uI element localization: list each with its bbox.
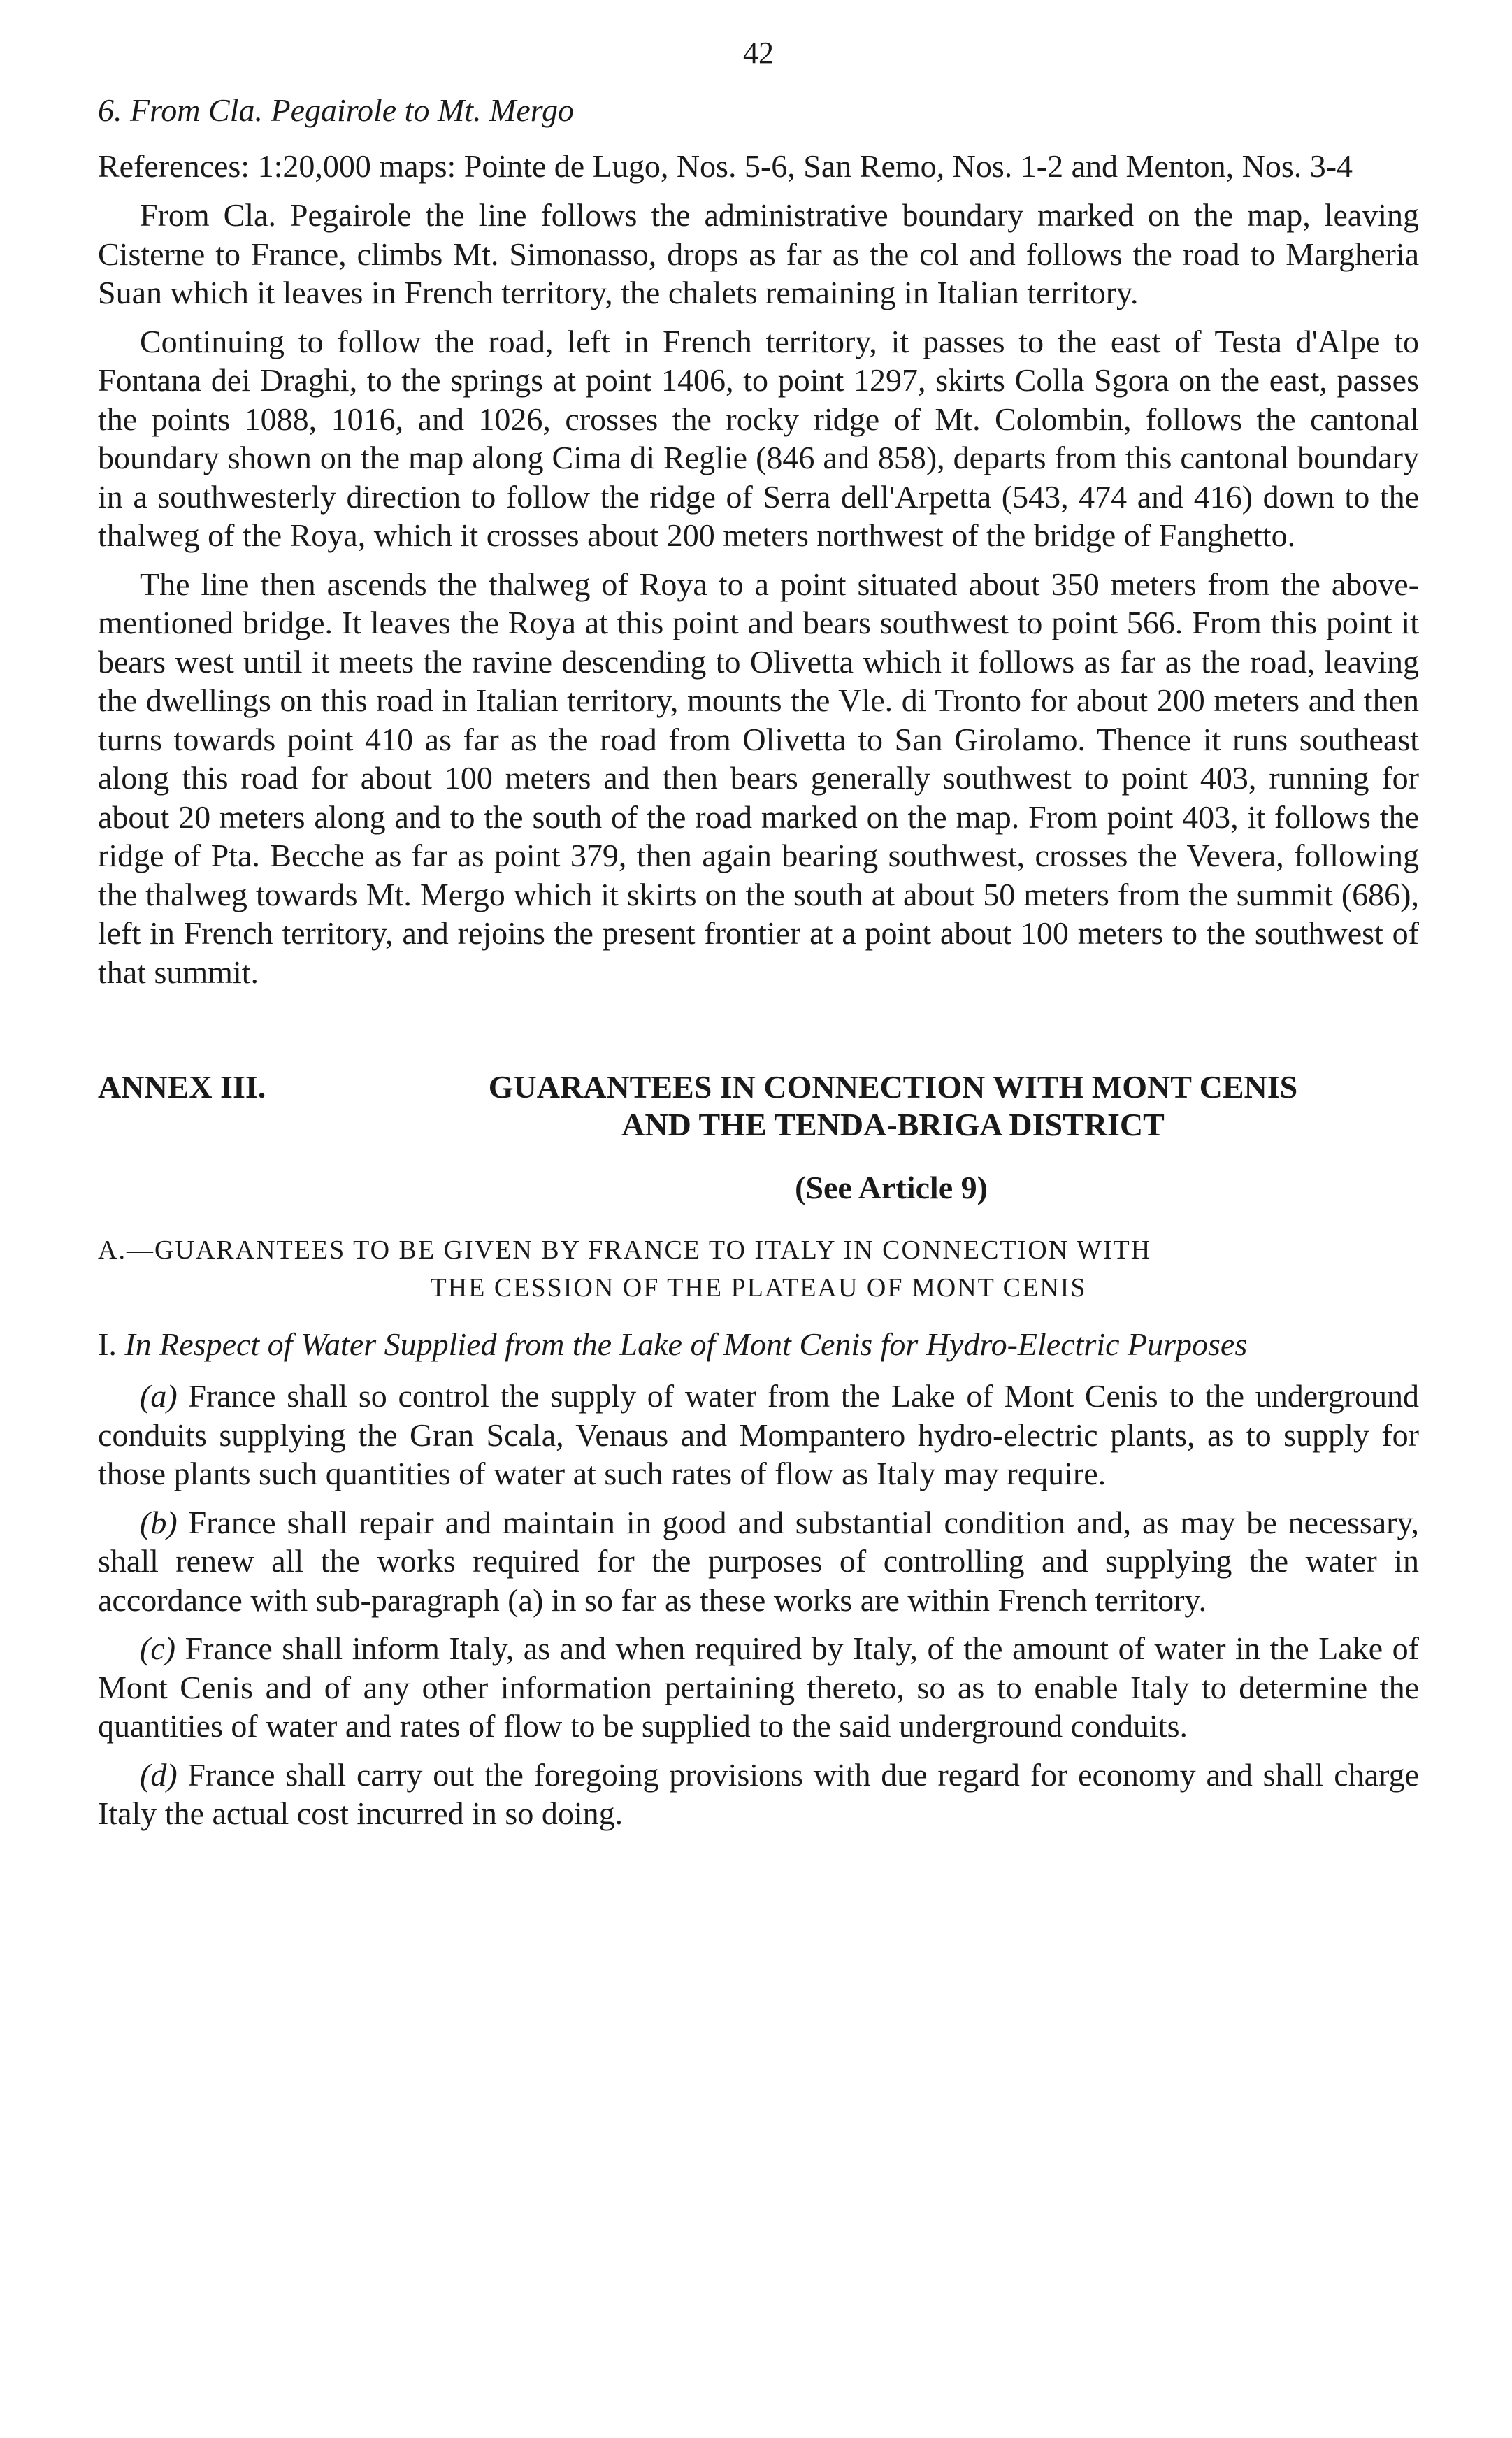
page-number: 42 xyxy=(743,36,774,70)
lettered-paragraph xyxy=(98,1756,1419,1833)
item-letter: (b) xyxy=(140,1504,178,1540)
subsection-heading xyxy=(98,1231,1419,1307)
section-heading: 6. From Cla. Pegairole to Mt. Mergo xyxy=(98,92,574,128)
point-heading-text: In Respect of Water Supplied from the Lake of Mont Cenis for Hydro-Electric Purposes xyxy=(124,1326,1248,1362)
item-text: France shall so control the supply of water from the Lake of Mont Cenis to the underground conduits supplying the Gran Scala, Venaus and Mompantero hydro-electric plants, as to supply for those plants such quantities of water at such rates of flow as Italy may require. xyxy=(98,1378,1420,1491)
point-number: I. xyxy=(98,1326,117,1362)
annex-label: ANNEX III. xyxy=(98,1069,266,1105)
references-line: References: 1:20,000 maps: Pointe de Lugo, Nos. 5-6, San Remo, Nos. 1-2 and Menton, Nos. 3-4 xyxy=(98,148,1353,184)
lettered-paragraph xyxy=(98,1503,1419,1620)
article-reference: (See Article 9) xyxy=(795,1170,988,1205)
annex-header xyxy=(98,1068,1419,1144)
paragraph: Continuing to follow the road, left in French territory, it passes to the east of Testa d'Alpe to Fontana dei Draghi, to the springs at point 1406, to point 1297, skirts Colla Sgora on the east, passes the points 1088, 1016, and 1026, crosses the rocky ridge of Mt. Colombin, follows the cantonal boundary shown on the map along Cima di Reglie (846 and 858), departs from this cantonal boundary in a southwesterly direction to follow the ridge of Serra dell'Arpetta (543, 474 and 416) down to the thalweg of the Roya, which it crosses about 200 meters northwest of the bridge of Fanghetto. xyxy=(98,323,1419,553)
subsection-heading-line2: THE CESSION OF THE PLATEAU OF MONT CENIS xyxy=(430,1273,1087,1303)
point-heading xyxy=(98,1325,1419,1364)
subsection-heading-line1: A.—GUARANTEES TO BE GIVEN BY FRANCE TO ITALY IN CONNECTION WITH xyxy=(98,1235,1152,1265)
item-text: France shall carry out the foregoing provisions with due regard for economy and shall charge Italy the actual cost incurred in so doing. xyxy=(98,1756,1420,1831)
item-letter: (c) xyxy=(140,1630,176,1666)
annex-title-line2: AND THE TENDA-BRIGA DISTRICT xyxy=(621,1107,1165,1142)
item-letter: (d) xyxy=(140,1756,178,1793)
item-text: France shall inform Italy, as and when required by Italy, of the amount of water in the Lake of Mont Cenis and of any other information pertaining thereto, so as to enable Italy to determine the quantities of water and rates of flow to be supplied to the said underground conduits. xyxy=(98,1630,1419,1744)
paragraph: The line then ascends the thalweg of Roya to a point situated about 350 meters from the above-mentioned bridge. It leaves the Roya at this point and bears southwest to point 566. From this point it bears west until it meets the ravine descending to Olivetta which it follows as far as the road, leaving the dwellings on this road in Italian territory, mounts the Vle. di Tronto for about 200 meters and then turns towards point 410 as far as the road from Olivetta to San Girolamo. Thence it runs southeast along this road for about 100 meters and then bears generally southwest to point 403, running for about 20 meters along and to the south of the road marked on the map. From point 403, it follows the ridge of Pta. Becche as far as point 379, then again bearing southwest, crosses the Vevera, following the thalweg towards Mt. Mergo which it skirts on the south at about 50 meters from the summit (686), left in French territory, and rejoins the present frontier at a point about 100 meters to the southwest of that summit. xyxy=(98,566,1419,990)
annex-title-line1: GUARANTEES IN CONNECTION WITH MONT CENIS xyxy=(488,1069,1298,1105)
item-text: France shall repair and maintain in good and substantial condition and, as may be necessary, shall renew all the works required for the purposes of controlling and supplying the water in accordance with sub-paragraph (a) in so far as these works are within French territory. xyxy=(98,1504,1419,1618)
lettered-paragraph xyxy=(98,1629,1419,1746)
paragraph: From Cla. Pegairole the line follows the administrative boundary marked on the map, leaving Cisterne to France, climbs Mt. Simonasso, drops as far as the col and follows the road to Margheria Suan which it leaves in French territory, the chalets remaining in Italian territory. xyxy=(98,197,1419,310)
item-letter: (a) xyxy=(140,1378,178,1414)
lettered-paragraph xyxy=(98,1377,1419,1493)
document-page xyxy=(98,35,1419,1843)
